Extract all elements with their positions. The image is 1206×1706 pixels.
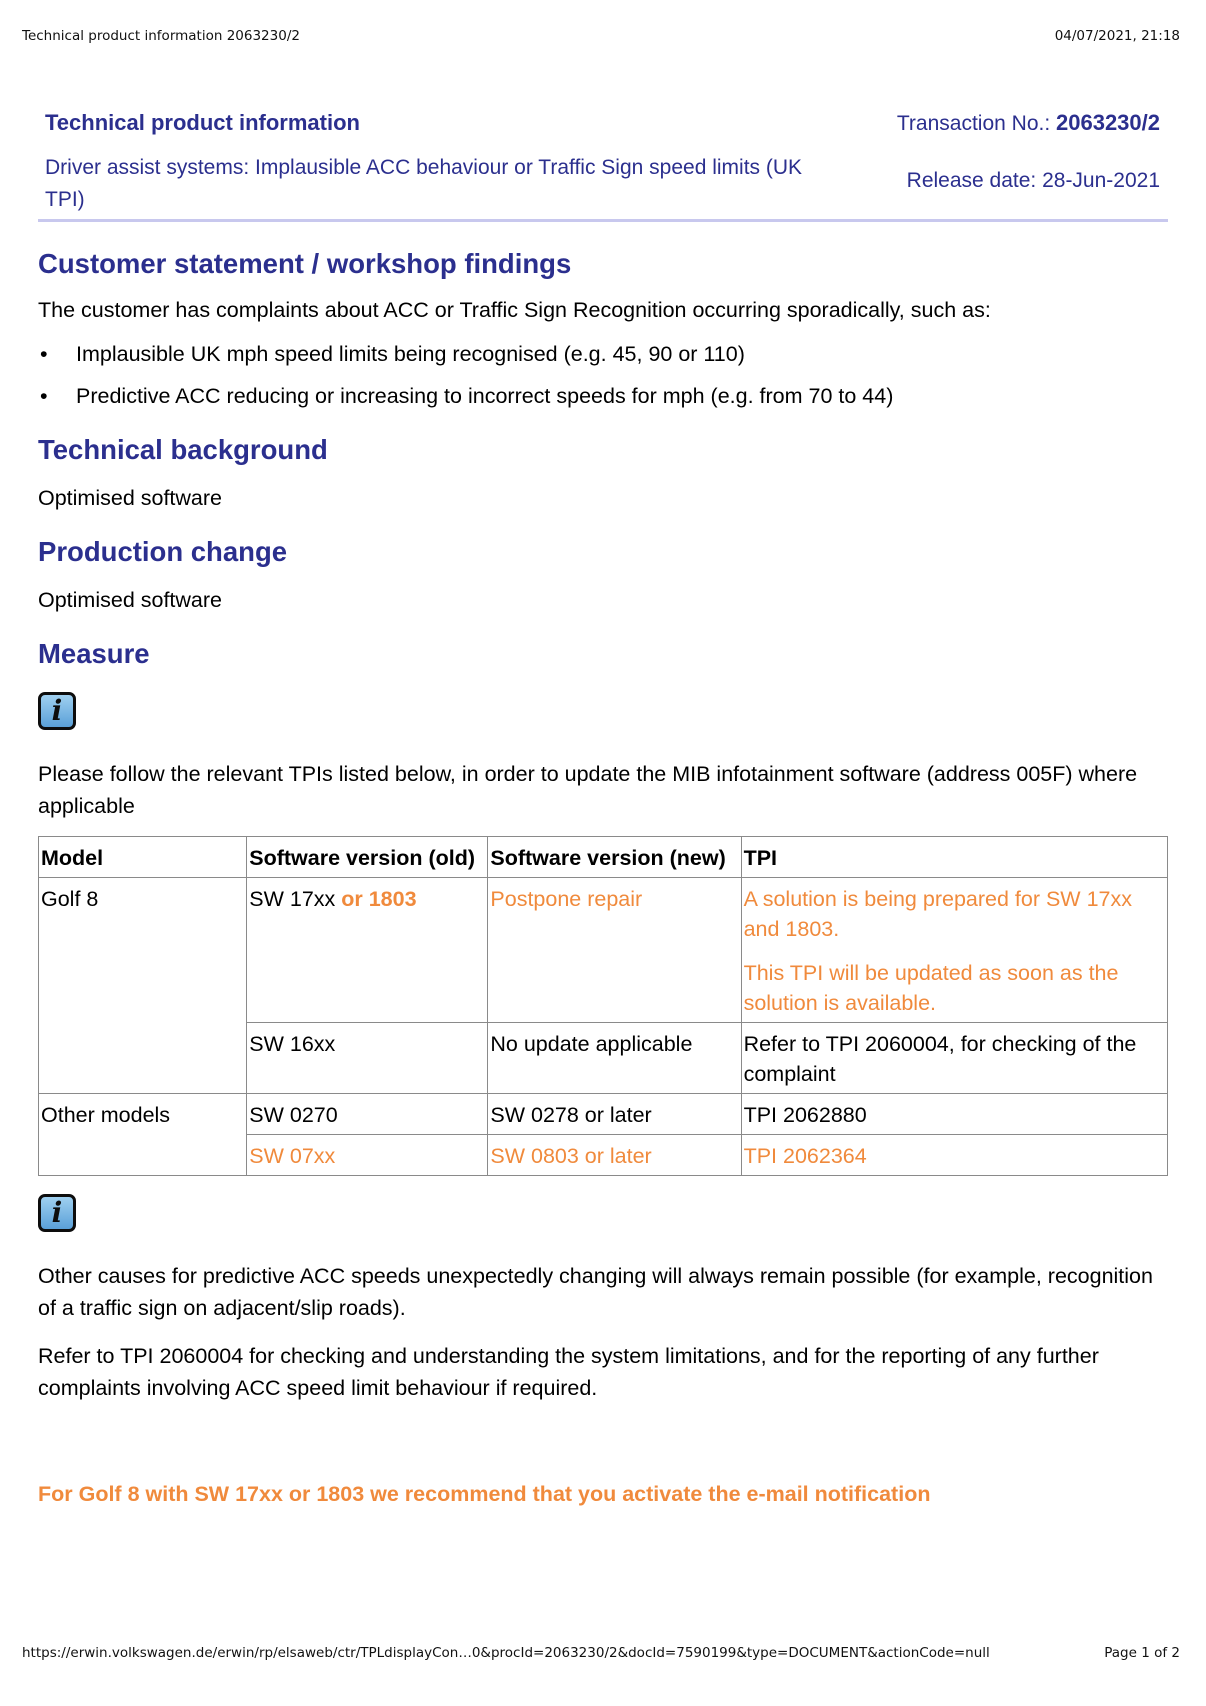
section-heading-customer-statement: Customer statement / workshop findings — [38, 248, 572, 279]
info-note — [38, 1194, 1168, 1232]
section-heading-production-change: Production change — [38, 536, 288, 567]
software-old-extra: or 1803 — [335, 887, 417, 911]
cell-software-old: SW 07xx — [247, 1135, 488, 1176]
document-title: Technical product information — [45, 110, 360, 135]
print-header-datetime: 04/07/2021, 21:18 — [1054, 28, 1180, 44]
cell-model: Golf 8 — [39, 878, 247, 1094]
list-item: • Implausible UK mph speed limits being recognised (e.g. 45, 90 or 110) — [38, 338, 1168, 370]
cell-tpi — [741, 878, 1167, 1023]
cell-model: Other models — [39, 1094, 247, 1176]
measure-intro-text: Please follow the relevant TPIs listed below, in order to update the MIB infotainment software (address 005F) where applicable — [38, 762, 1138, 818]
section-heading-technical-background: Technical background — [38, 434, 328, 465]
email-notification-note: For Golf 8 with SW 17xx or 1803 we recommend that you activate the e-mail notification — [38, 1482, 931, 1506]
column-header-software-new: Software version (new) — [488, 837, 741, 878]
column-header-software-old: Software version (old) — [247, 837, 488, 878]
tpi-note-solution: A solution is being prepared for SW 17xx and 1803. — [743, 887, 1132, 941]
print-header-title: Technical product information 2063230/2 — [22, 28, 300, 44]
document-subtitle: Driver assist systems: Implausible ACC behaviour or Traffic Sign speed limits (UK TPI) — [45, 156, 803, 211]
cell-software-old: SW 16xx — [247, 1023, 488, 1094]
table-row — [39, 878, 1168, 1023]
transaction-number — [897, 110, 1160, 136]
transaction-value: 2063230/2 — [1056, 110, 1160, 135]
cell-software-new: SW 0803 or later — [488, 1135, 741, 1176]
print-footer-url: https://erwin.volkswagen.de/erwin/rp/elsaweb/ctr/TPLdisplayCon…0&procId=2063230/2&docId=7590199&type=DOCUMENT&actionCode=null — [22, 1645, 990, 1661]
document-header — [38, 100, 1168, 218]
column-header-model: Model — [39, 837, 247, 878]
header-divider — [38, 219, 1168, 222]
list-item: • Predictive ACC reducing or increasing to incorrect speeds for mph (e.g. from 70 to 44) — [38, 380, 1168, 412]
section-heading-measure: Measure — [38, 638, 150, 669]
technical-background-text: Optimised software — [38, 486, 223, 510]
table-header-row — [39, 837, 1168, 878]
page-number: Page 1 of 2 — [1104, 1645, 1180, 1661]
cell-software-new: Postpone repair — [488, 878, 741, 1023]
tpi-note-update: This TPI will be updated as soon as the solution is available. — [743, 961, 1119, 1015]
cell-tpi: TPI 2062880 — [741, 1094, 1167, 1135]
cell-software-old — [247, 878, 488, 1023]
software-old-value: SW 17xx — [249, 887, 336, 911]
customer-statement-text: The customer has complaints about ACC or Traffic Sign Recognition occurring sporadically, such as: — [38, 298, 991, 322]
cell-software-new: SW 0278 or later — [488, 1094, 741, 1135]
column-header-tpi: TPI — [741, 837, 1167, 878]
cell-tpi: TPI 2062364 — [741, 1135, 1167, 1176]
table-row — [39, 1094, 1168, 1135]
info-note — [38, 692, 1168, 730]
cell-tpi: Refer to TPI 2060004, for checking of the complaint — [741, 1023, 1167, 1094]
transaction-label: Transaction No.: — [896, 112, 1056, 135]
info-icon: i — [38, 692, 76, 730]
complaint-list — [38, 338, 1168, 412]
cell-software-new: No update applicable — [488, 1023, 741, 1094]
info-icon: i — [38, 1194, 76, 1232]
production-change-text: Optimised software — [38, 588, 223, 612]
note-refer-tpi: Refer to TPI 2060004 for checking and understanding the system limitations, and for the reporting of any further complaints involving ACC speed limit behaviour if required. — [38, 1344, 1099, 1400]
cell-software-old: SW 0270 — [247, 1094, 488, 1135]
note-other-causes: Other causes for predictive ACC speeds unexpectedly changing will always remain possible (for example, recognition of a traffic sign on adjacent/slip roads). — [38, 1264, 1153, 1320]
software-version-table — [38, 836, 1168, 1176]
document-body — [38, 100, 1168, 1510]
release-date: Release date: 28-Jun-2021 — [906, 169, 1160, 192]
